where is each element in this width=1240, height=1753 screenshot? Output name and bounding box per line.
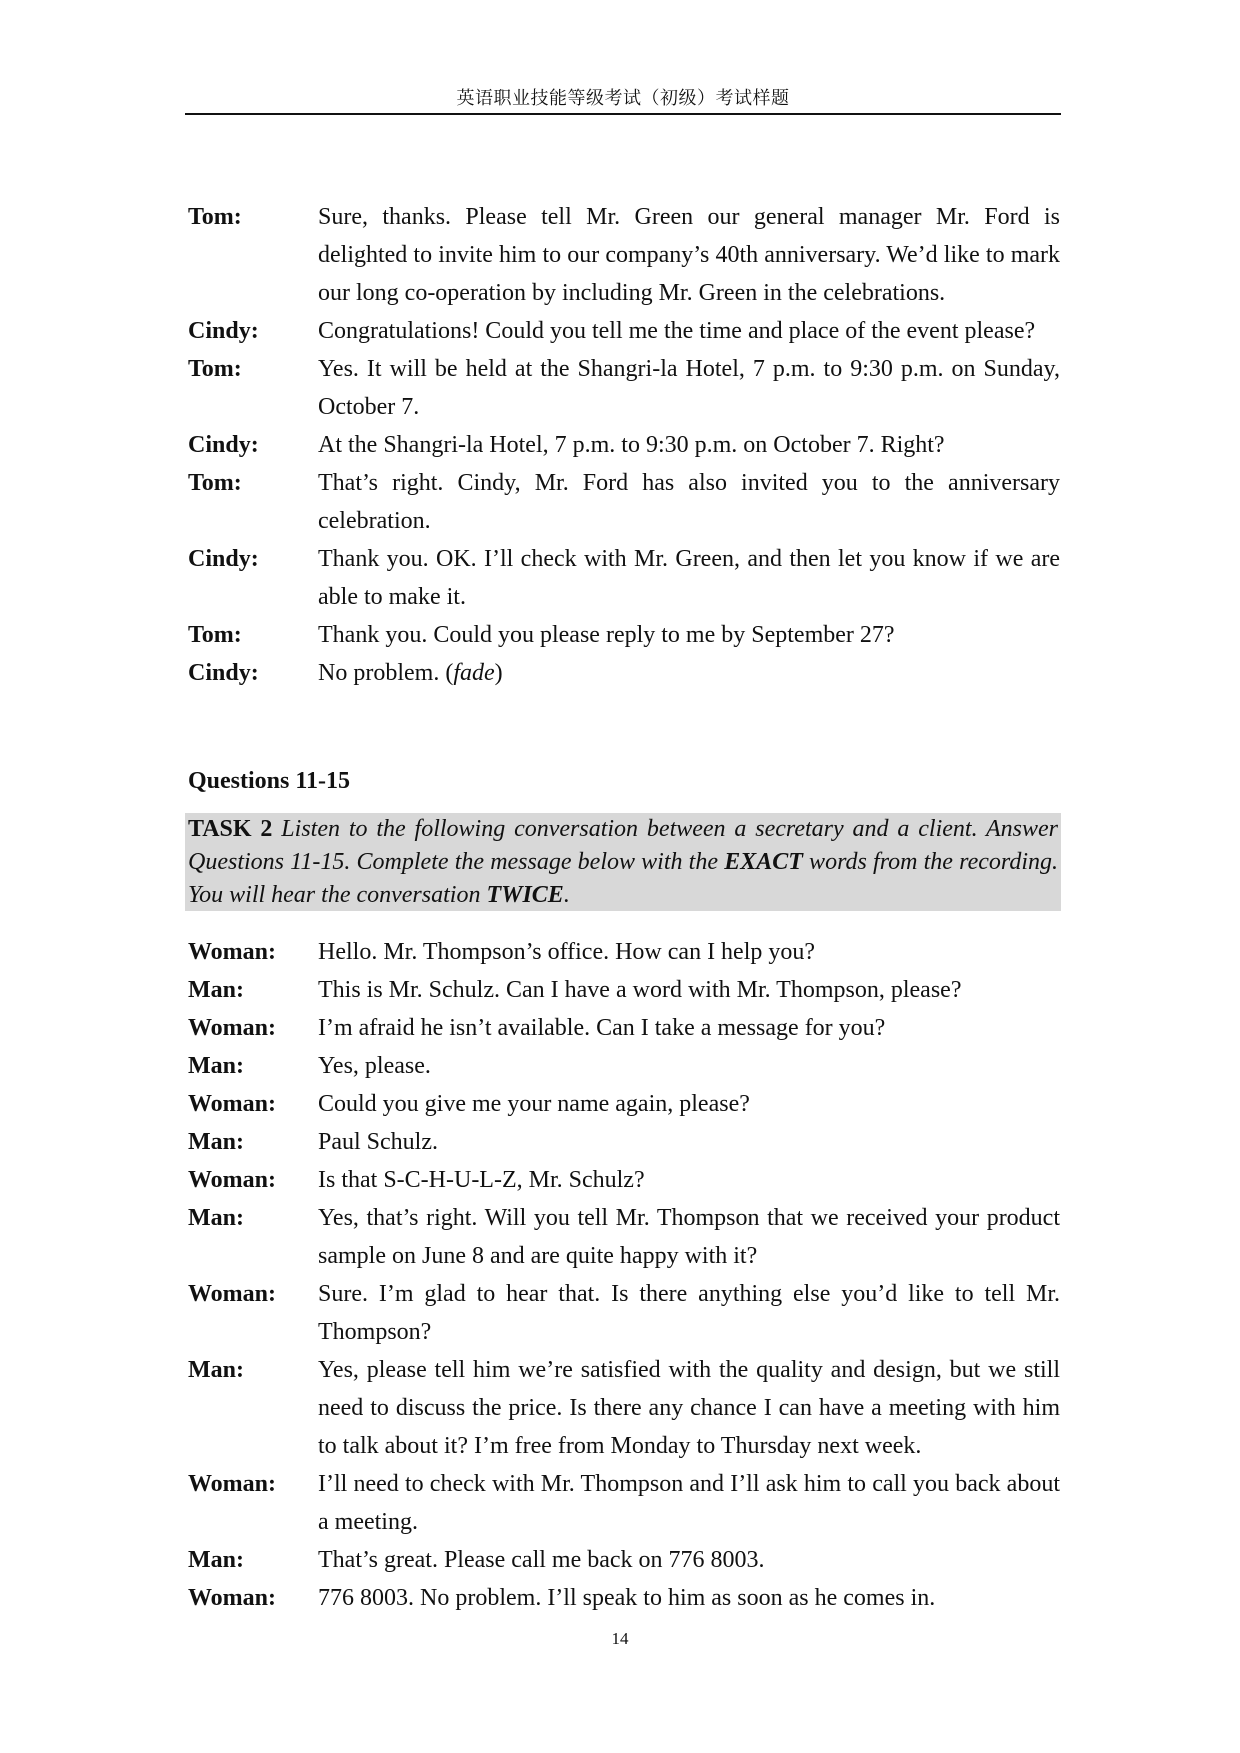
dialogue-line [188, 971, 1060, 1009]
dialogue-line [188, 1275, 1060, 1351]
dialogue-line [188, 426, 1060, 464]
speaker-label: Woman: [188, 1167, 277, 1193]
dialogue-line [188, 1579, 1060, 1617]
task-instructions [188, 813, 1058, 912]
page-number: 14 [611, 1629, 629, 1648]
dialogue-text: Yes. It will be held at the Shangri-la Hotel, 7 p.m. to 9:30 p.m. on Sunday, October 7. [318, 356, 1060, 420]
dialogue-transcript-2 [188, 933, 1060, 1617]
speaker-label: Man: [188, 1547, 244, 1573]
task-instructions-box [185, 813, 1061, 911]
speaker-label: Cindy: [188, 660, 259, 686]
dialogue-text: Yes, please. [318, 1053, 431, 1079]
dialogue-transcript-1 [188, 198, 1060, 692]
dialogue-text [318, 654, 1060, 692]
dialogue-text: Hello. Mr. Thompson’s office. How can I help you? [318, 939, 816, 965]
task-emphasis: EXACT [724, 849, 803, 875]
dialogue-text: Sure. I’m glad to hear that. Is there anything else you’d like to tell Mr. Thompson? [318, 1281, 1060, 1345]
dialogue-text: Is that S-C-H-U-L-Z, Mr. Schulz? [318, 1167, 645, 1193]
dialogue-line [188, 1351, 1060, 1465]
speaker-label: Cindy: [188, 546, 259, 572]
dialogue-text: I’ll need to check with Mr. Thompson and I’ll ask him to call you back about a meeting. [318, 1471, 1060, 1535]
dialogue-text: That’s right. Cindy, Mr. Ford has also invited you to the anniversary celebration. [318, 470, 1060, 534]
dialogue-line [188, 1085, 1060, 1123]
speaker-label: Woman: [188, 939, 277, 965]
dialogue-line [188, 1541, 1060, 1579]
dialogue-text: Paul Schulz. [318, 1129, 438, 1155]
speaker-label: Woman: [188, 1471, 277, 1497]
dialogue-line [188, 1161, 1060, 1199]
page-header: 英语职业技能等级考试（初级）考试样题 [456, 88, 790, 108]
speaker-label: Man: [188, 1205, 244, 1231]
speaker-label: Tom: [188, 622, 242, 648]
speaker-label: Tom: [188, 470, 242, 496]
speaker-label: Tom: [188, 356, 242, 382]
speaker-label: Woman: [188, 1015, 277, 1041]
speaker-label: Man: [188, 1053, 244, 1079]
dialogue-text: Yes, that’s right. Will you tell Mr. Thompson that we received your product sample on June 8 and are quite happy with it? [318, 1205, 1060, 1269]
dialogue-text-main: No problem. ( [318, 660, 454, 686]
dialogue-line [188, 1009, 1060, 1047]
dialogue-text: This is Mr. Schulz. Can I have a word with Mr. Thompson, please? [318, 977, 962, 1003]
dialogue-line [188, 540, 1060, 616]
speaker-label: Tom: [188, 204, 242, 230]
dialogue-text: That’s great. Please call me back on 776 8003. [318, 1547, 765, 1573]
dialogue-text: Thank you. Could you please reply to me by September 27? [318, 622, 895, 648]
header-divider [185, 113, 1061, 115]
dialogue-line [188, 1199, 1060, 1275]
task-text-part: . [563, 882, 570, 908]
dialogue-line [188, 654, 1060, 692]
task-label: TASK 2 [188, 816, 273, 842]
speaker-label: Cindy: [188, 318, 259, 344]
dialogue-text-close: ) [494, 660, 503, 686]
stage-direction: fade [453, 660, 495, 686]
dialogue-text: Could you give me your name again, please? [318, 1091, 750, 1117]
dialogue-line [188, 616, 1060, 654]
task-emphasis: TWICE [486, 882, 564, 908]
dialogue-text: 776 8003. No problem. I’ll speak to him as soon as he comes in. [318, 1585, 936, 1611]
dialogue-text: Yes, please tell him we’re satisfied with the quality and design, but we still need to discuss the price. Is there any chance I can have a meeting with him to talk about it? I’m free from Monday to Thursday next week. [318, 1357, 1060, 1459]
dialogue-line [188, 1465, 1060, 1541]
dialogue-text: Thank you. OK. I’ll check with Mr. Green, and then let you know if we are able to make it. [318, 546, 1060, 610]
dialogue-text: Congratulations! Could you tell me the time and place of the event please? [318, 318, 1036, 344]
dialogue-line [188, 312, 1060, 350]
dialogue-text: At the Shangri-la Hotel, 7 p.m. to 9:30 p.m. on October 7. Right? [318, 432, 945, 458]
task-text-part: Listen to the following conversation between a secretary and a client. Answer Questions 11-15. Complete the message below with the [188, 816, 1058, 875]
dialogue-line [188, 350, 1060, 426]
speaker-label: Man: [188, 977, 244, 1003]
speaker-label: Woman: [188, 1585, 277, 1611]
task-text-part: words from the recording. You will hear the conversation [188, 849, 1059, 908]
dialogue-text: I’m afraid he isn’t available. Can I take a message for you? [318, 1015, 886, 1041]
speaker-label: Man: [188, 1357, 244, 1383]
section-title: Questions 11-15 [188, 768, 351, 794]
dialogue-text: Sure, thanks. Please tell Mr. Green our general manager Mr. Ford is delighted to invite him to our company’s 40th anniversary. We’d like to mark our long co-operation by including Mr. Green in the celebrations. [318, 204, 1060, 306]
dialogue-line [188, 1123, 1060, 1161]
speaker-label: Woman: [188, 1091, 277, 1117]
dialogue-line [188, 1047, 1060, 1085]
speaker-label: Man: [188, 1129, 244, 1155]
dialogue-line [188, 933, 1060, 971]
dialogue-line [188, 198, 1060, 312]
speaker-label: Woman: [188, 1281, 277, 1307]
speaker-label: Cindy: [188, 432, 259, 458]
dialogue-line [188, 464, 1060, 540]
